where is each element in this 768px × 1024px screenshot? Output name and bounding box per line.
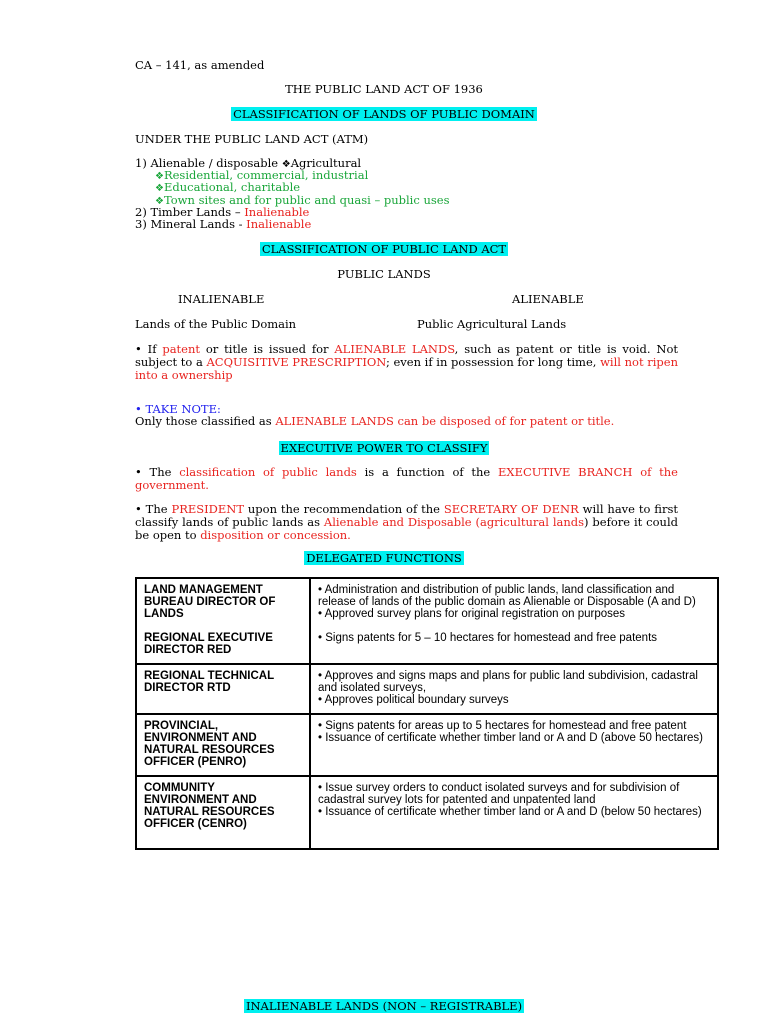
diamond-bullet-icon: ❖ — [155, 196, 164, 207]
class-item-alienable: 1) Alienable / disposable ❖Agricultural — [135, 156, 362, 170]
section-heading-inalienable-lands: INALIENABLE LANDS (NON – REGISTRABLE) — [245, 999, 523, 1013]
table-row — [136, 714, 718, 776]
paragraph-patent-void: • If patent or title is issued for ALIENABLE LANDS, such as patent or title is void. Not subject to a ACQUISITIVE PRESCRIPTION; even if in possession for long time, will not ripen into a ownership — [135, 342, 678, 382]
public-lands-heading: PUBLIC LANDS — [337, 267, 431, 281]
table-row — [136, 776, 718, 849]
section-heading-public-land-act: CLASSIFICATION OF PUBLIC LAND ACT — [261, 242, 507, 256]
functions-cell: • Administration and distribution of public lands, land classification and release of lands of the public domain as Alienable or Disposable (A and D) • Approved survey plans for original registration on purposes • Signs patents for 5 – 10 hectares for homestead and free patents — [310, 578, 718, 664]
document-reference: CA – 141, as amended — [135, 58, 265, 72]
inalienable-heading: INALIENABLE — [178, 292, 265, 306]
document-title: THE PUBLIC LAND ACT OF 1936 — [285, 82, 483, 96]
diamond-bullet-icon: ❖ — [281, 159, 291, 170]
alienable-item: Public Agricultural Lands — [417, 317, 567, 331]
delegated-functions-table — [135, 577, 719, 850]
alienable-heading: ALIENABLE — [512, 292, 584, 306]
section-heading-classification: CLASSIFICATION OF LANDS OF PUBLIC DOMAIN — [233, 107, 535, 121]
office-cell: REGIONAL TECHNICAL DIRECTOR RTD — [136, 664, 310, 714]
office-cell: LAND MANAGEMENT BUREAU DIRECTOR OF LANDS REGIONAL EXECUTIVE DIRECTOR RED — [136, 578, 310, 664]
list-item: ❖Town sites and for public and quasi – public uses — [155, 193, 450, 207]
diamond-bullet-icon: ❖ — [155, 171, 164, 182]
section-heading-delegated-functions: DELEGATED FUNCTIONS — [306, 551, 462, 565]
section-subtitle: UNDER THE PUBLIC LAND ACT (ATM) — [135, 132, 369, 146]
take-note-text: Only those classified as ALIENABLE LANDS can be disposed of for patent or title. — [135, 414, 615, 428]
functions-cell: • Issue survey orders to conduct isolated surveys and for subdivision of cadastral survey lots for patented and unpatented land • Issuance of certificate whether timber land or A and D (below 50 hectares) — [310, 776, 718, 849]
class-item-timber: 2) Timber Lands – Inalienable — [135, 205, 310, 219]
office-cell: PROVINCIAL, ENVIRONMENT AND NATURAL RESOURCES OFFICER (PENRO) — [136, 714, 310, 776]
office-cell: COMMUNITY ENVIRONMENT AND NATURAL RESOURCES OFFICER (CENRO) — [136, 776, 310, 849]
inalienable-item: Lands of the Public Domain — [135, 317, 297, 331]
list-item: ❖Educational, charitable — [155, 180, 301, 194]
table-row — [136, 664, 718, 714]
paragraph-executive-branch: • The classification of public lands is a function of the EXECUTIVE BRANCH of the government. — [135, 465, 678, 492]
class-item-mineral: 3) Mineral Lands - Inalienable — [135, 217, 312, 231]
diamond-bullet-icon: ❖ — [155, 183, 164, 194]
paragraph-president: • The PRESIDENT upon the recommendation of the SECRETARY OF DENR will have to first classify lands of public lands as Alienable and Disposable (agricultural lands) before it could be open to disposition or concession. — [135, 502, 678, 542]
table-row — [136, 578, 718, 664]
section-heading-executive-power: EXECUTIVE POWER TO CLASSIFY — [280, 441, 488, 455]
functions-cell: • Approves and signs maps and plans for public land subdivision, cadastral and isolated surveys, • Approves political boundary surveys — [310, 664, 718, 714]
functions-cell: • Signs patents for areas up to 5 hectares for homestead and free patent • Issuance of certificate whether timber land or A and D (above 50 hectares) — [310, 714, 718, 776]
list-item: ❖Residential, commercial, industrial — [155, 168, 369, 182]
take-note-label: • TAKE NOTE: — [135, 402, 221, 416]
